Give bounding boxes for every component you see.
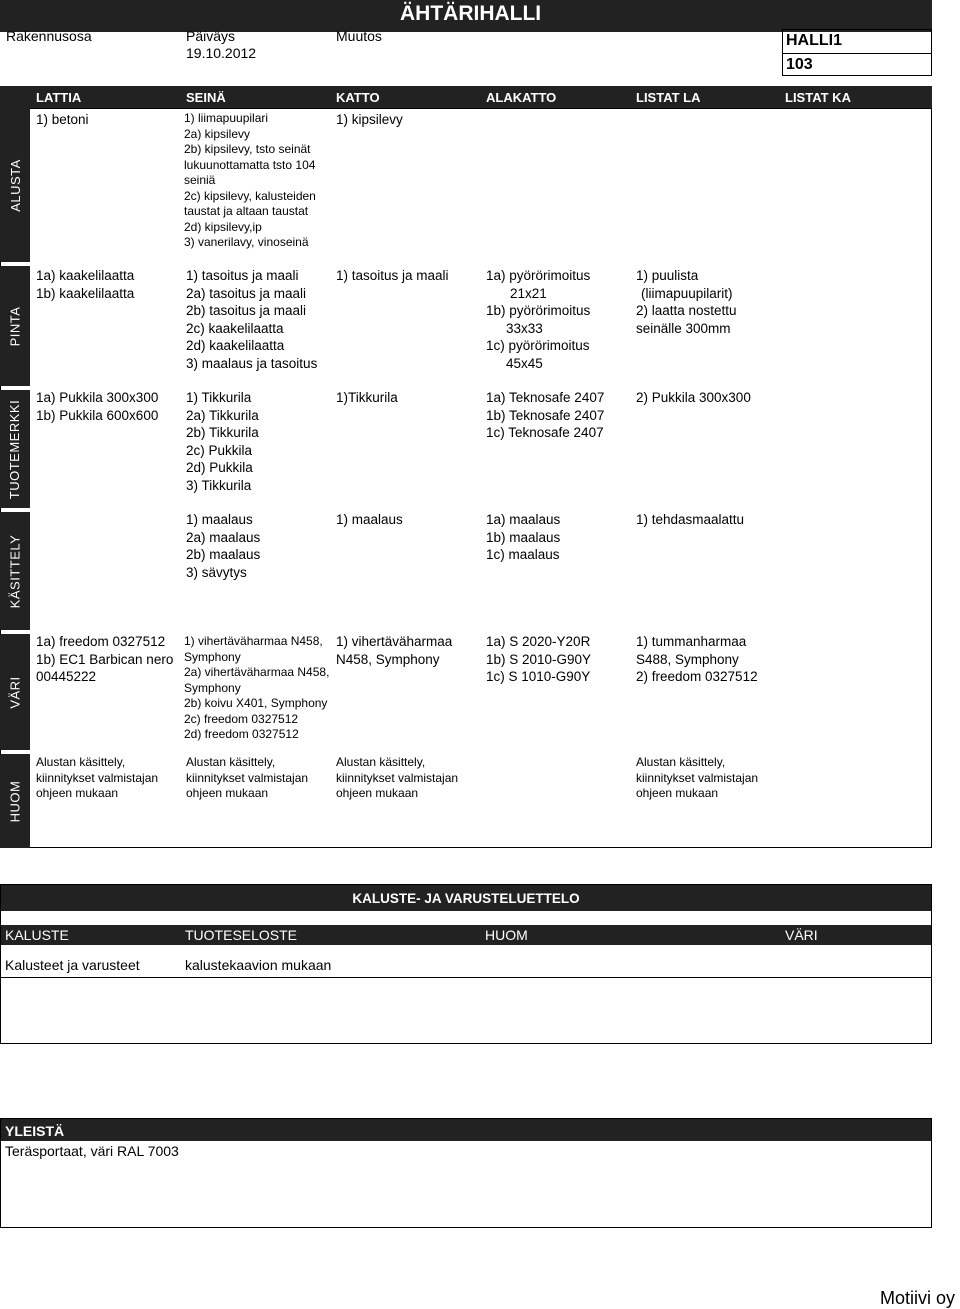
- document-title: ÄHTÄRIHALLI: [400, 2, 542, 25]
- kasittely-katto: 1) maalaus: [336, 512, 403, 527]
- vari-katto: 1) vihertäväharmaa N458, Symphony: [336, 634, 453, 667]
- footer-company: Motiivi oy: [880, 1288, 956, 1308]
- alusta-lattia: 1) betoni: [36, 112, 89, 127]
- huom-katto: Alustan käsittely, kiinnitykset valmistajan ohjeen mukaan: [336, 755, 459, 800]
- row-label-vari: VÄRI: [0, 634, 30, 750]
- kaluste-header-tuoteseloste: TUOTESELOSTE: [185, 927, 298, 943]
- hall-box: [782, 29, 932, 76]
- rakennusosa-label: Rakennusosa: [6, 28, 92, 44]
- kaluste-header-huom: HUOM: [485, 927, 528, 943]
- tuotemerkki-lattia: 1a) Pukkila 300x300 1b) Pukkila 600x600: [36, 390, 159, 423]
- paivays-label: Päiväys: [186, 28, 236, 44]
- vari-listat-la: 1) tummanharmaa S488, Symphony 2) freedom 0327512: [636, 634, 758, 684]
- kaluste-section: [0, 884, 932, 1044]
- pinta-seina: 1) tasoitus ja maali 2a) tasoitus ja maali 2b) tasoitus ja maali 2c) kaakelilaatta 2d) kaakelilaatta 3) maalaus ja tasoitus: [186, 268, 318, 371]
- tuotemerkki-seina: 1) Tikkurila 2a) Tikkurila 2b) Tikkurila 2c) Pukkila 2d) Pukkila 3) Tikkurila: [186, 390, 259, 493]
- pinta-alakatto: 1a) pyörörimoitus 21x21 1b) pyörörimoitus 33x33 1c) pyörörimoitus 45x45: [486, 268, 591, 371]
- tuotemerkki-listat-la: 2) Pukkila 300x300: [636, 390, 751, 405]
- row-label-pinta: PINTA: [0, 266, 30, 386]
- pinta-katto: 1) tasoitus ja maali: [336, 268, 449, 283]
- kaluste-row-description: kalustekaavion mukaan: [185, 957, 332, 973]
- column-lattia: LATTIA: [36, 90, 82, 105]
- alusta-katto: 1) kipsilevy: [336, 112, 403, 127]
- yleista-title-bar: [1, 1119, 931, 1141]
- vari-alakatto: 1a) S 2020-Y20R 1b) S 2010-G90Y 1c) S 1010-G90Y: [486, 634, 592, 684]
- huom-seina: Alustan käsittely, kiinnitykset valmistajan ohjeen mukaan: [186, 755, 309, 800]
- row-label-tuotemerkki: TUOTEMERKKI: [0, 390, 30, 508]
- column-katto: KATTO: [336, 90, 380, 105]
- date-value: 19.10.2012: [186, 45, 257, 61]
- kaluste-title: KALUSTE- JA VARUSTELUETTELO: [352, 891, 580, 906]
- kasittely-seina: 1) maalaus 2a) maalaus 2b) maalaus 3) sävytys: [186, 512, 261, 580]
- pinta-lattia: 1a) kaakelilaatta 1b) kaakelilaatta: [36, 268, 135, 301]
- huom-listat-la: Alustan käsittely, kiinnitykset valmistajan ohjeen mukaan: [636, 755, 759, 800]
- row-label-alusta: ALUSTA: [0, 108, 30, 262]
- yleista-section: [0, 1118, 932, 1228]
- alusta-seina: 1) liimapuupilari 2a) kipsilevy 2b) kipsilevy, tsto seinät lukuunottamatta tsto 104 seiniä 2c) kipsilevy, kalusteiden taustat ja altaan taustat 2d) kipsilevy,ip 3) vanerilavy, vinoseinä: [184, 111, 316, 249]
- yleista-title: YLEISTÄ: [5, 1123, 65, 1139]
- column-listat-ka: LISTAT KA: [785, 90, 851, 105]
- column-header-bar: [0, 86, 932, 108]
- kaluste-header-row: [1, 925, 931, 945]
- kaluste-row-divider: [1, 977, 931, 978]
- room-value: 103: [786, 56, 813, 73]
- row-label-kasittely: KÄSITTELY: [0, 512, 30, 630]
- column-alakatto: ALAKATTO: [486, 90, 557, 105]
- hall-value: HALLI1: [786, 32, 842, 49]
- tuotemerkki-alakatto: 1a) Teknosafe 2407 1b) Teknosafe 2407 1c) Teknosafe 2407: [486, 390, 605, 440]
- yleista-text: Teräsportaat, väri RAL 7003: [5, 1143, 179, 1159]
- pinta-listat-la: 1) puulista (liimapuupilarit) 2) laatta nostettu seinälle 300mm: [636, 268, 737, 336]
- vari-lattia: 1a) freedom 0327512 1b) EC1 Barbican nero 00445222: [36, 634, 174, 684]
- vari-seina: 1) vihertäväharmaa N458, Symphony 2a) vihertäväharmaa N458, Symphony 2b) koivu X401, Symphony 2c) freedom 0327512 2d) freedom 0327512: [184, 634, 330, 741]
- column-seina: SEINÄ: [186, 90, 226, 105]
- room-card-table: [0, 108, 932, 848]
- kasittely-listat-la: 1) tehdasmaalattu: [636, 512, 745, 527]
- tuotemerkki-katto: 1)Tikkurila: [336, 390, 398, 405]
- kaluste-header-kaluste: KALUSTE: [5, 927, 69, 943]
- row-label-huom: HUOM: [0, 754, 30, 848]
- kaluste-header-vari: VÄRI: [785, 927, 818, 943]
- kasittely-alakatto: 1a) maalaus 1b) maalaus 1c) maalaus: [486, 512, 561, 562]
- muutos-label: Muutos: [336, 28, 382, 44]
- kaluste-title-bar: [1, 885, 931, 911]
- column-listat-la: LISTAT LA: [636, 90, 701, 105]
- kaluste-row-item: Kalusteet ja varusteet: [5, 957, 140, 973]
- huom-lattia: Alustan käsittely, kiinnitykset valmistajan ohjeen mukaan: [36, 755, 159, 800]
